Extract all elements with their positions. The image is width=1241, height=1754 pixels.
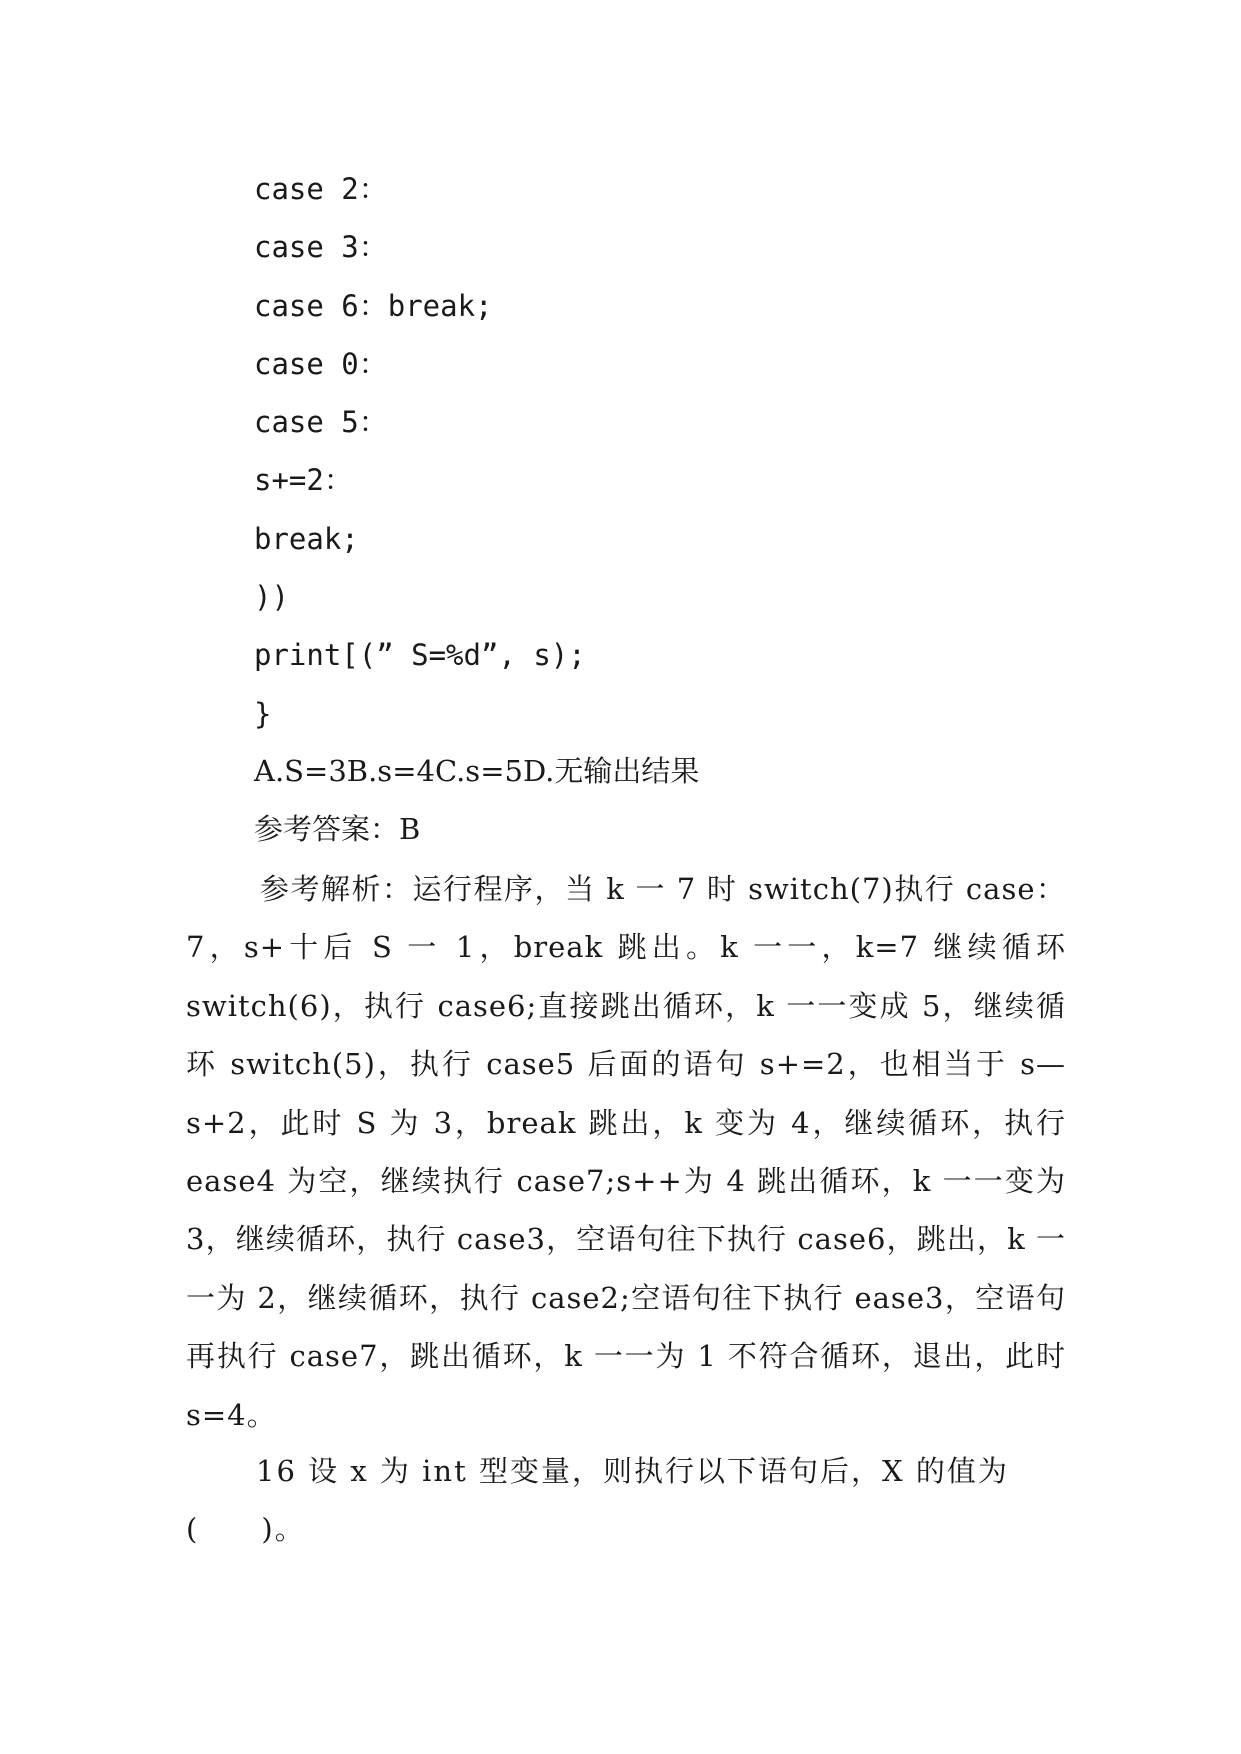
code-line: case 3： [254,230,388,265]
code-line: s+=2： [254,463,353,498]
code-line: case 6：break; [254,288,493,323]
reference-analysis: 参考解析：运行程序，当 k 一 7 时 switch(7)执行 case：7，s+十后 S 一 1，break 跳出。k 一一，k=7 继续循环 switch(6)，执行 case6;直接跳出循环，k 一一变成 5，继续循环 switch(5)，执行 case5 后面的语句 s+=2，也相当于 s—s+2，此时 S 为 3，break 跳出，k 变为 4，继续循环，执行 ease4 为空，继续执行 case7;s++为 4 跳出循环，k 一一变为 3，继续循环，执行 case3，空语句往下执行 case6，跳出，k 一一为 2，继续循环，执行 case2;空语句往下执行 ease3，空语句再执行 case7，跳出循环，k 一一为 1 不符合循环，退出，此时 s=4。 [186,872,1066,1432]
answer-options: A.S=3B.s=4C.s=5D.无输出结果 [254,754,700,788]
code-line: break; [254,521,359,556]
code-line: } [254,696,272,731]
code-line: case 2： [254,172,388,206]
code-line: )) [254,580,289,615]
code-line: case 0： [254,346,388,381]
question-16: 16 设 x 为 int 型变量，则执行以下语句后，X 的值为( )。 [186,1454,1009,1546]
code-line: case 5： [254,405,388,440]
reference-answer: 参考答案：B [254,812,421,846]
code-block [254,160,1054,743]
code-line: print[(” S=%d”, s); [254,638,586,673]
